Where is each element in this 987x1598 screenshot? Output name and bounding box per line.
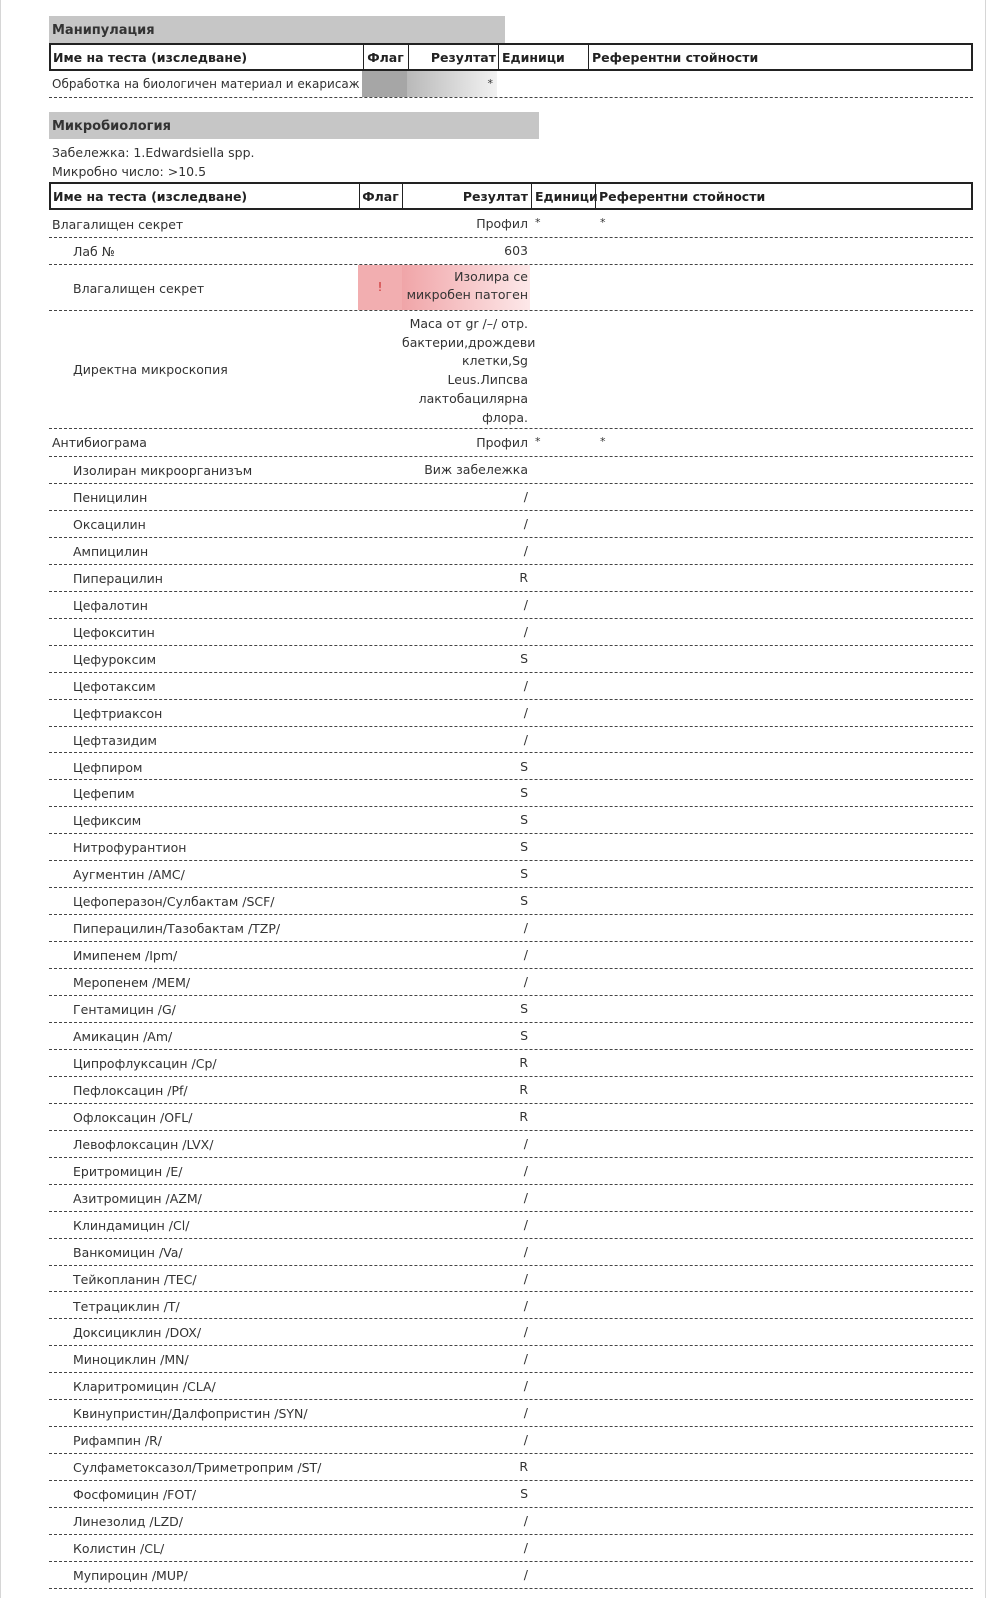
antibiotic-result: / [523,1270,528,1286]
table-row-antibiotic [49,1185,973,1212]
antibiotic-result: S [520,1486,528,1502]
header-test-name: Име на теста (изследване) [53,50,248,65]
antibiotic-result: / [523,515,528,531]
table-row-antibiotic [49,1104,973,1131]
result-line: бактерии,дрождеви [402,334,536,350]
section-title-manipulation: Манипулация [49,16,505,43]
antibiotic-result: / [523,542,528,558]
antibiotic-result: / [523,1297,528,1313]
test-name: Влагалищен секрет [52,217,184,232]
antibiotic-name: Цефпиром [73,759,143,775]
table-row-antibiotic [49,780,973,807]
table-row-profile [49,210,973,238]
antibiotic-name: Левофлоксацин /LVX/ [73,1136,214,1152]
antibiotic-name: Меропенем /MEM/ [73,975,191,991]
antibiotic-name: Имипенем /Ipm/ [73,948,178,964]
antibiotic-result: R [519,1459,528,1475]
antibiotic-result: S [520,758,528,774]
result-line: флора. [482,409,528,425]
table-row-antibiotic [49,1400,973,1427]
antibiotic-result: S [520,785,528,801]
antibiotic-result: / [523,489,528,504]
units-value: * [535,216,541,229]
antibiotic-result: / [523,704,528,720]
antibiotic-name: Линезолид /LZD/ [73,1514,183,1530]
antibiotic-name: Мупироцин /MUP/ [73,1568,188,1583]
antibiotic-result: S [520,650,528,666]
test-name: Антибиограма [52,435,147,450]
antibiotic-name: Пефлоксацин /Pf/ [73,1082,188,1098]
antibiotic-name: Кларитромицин /CLA/ [73,1379,216,1395]
header-reference: Референтни стойности [599,189,766,204]
antibiotic-result: R [519,1054,528,1070]
antibiotic-name: Цефокситин [73,624,155,640]
table-row-antibiotic [49,915,973,942]
header-test-name: Име на теста (изследване) [53,189,248,204]
antibiotic-result: S [520,839,528,855]
table-row-antibiotic [49,1023,973,1050]
antibiotic-name: Гентамицин /G/ [73,1002,176,1018]
flag-cell-shaded [362,71,407,97]
result-line: Маса от gr /–/ отр. [409,316,528,331]
antibiotic-result: / [523,596,528,612]
antibiotic-name: Цефепим [73,786,135,802]
antibiotic-name: Пеницилин [73,490,148,505]
antibiotic-result: / [523,1162,528,1178]
antibiotic-result: S [520,1001,528,1017]
antibiotic-name: Тетрациклин /T/ [73,1298,180,1314]
antibiotic-result: / [523,1378,528,1394]
table-row-antibiotic [49,834,973,861]
test-name: Изолиран микроорганизъм [73,463,253,478]
test-name: Влагалищен секрет [73,281,205,296]
antibiotic-name: Фосфомицин /FOT/ [73,1487,197,1503]
table-row-lab-number [49,238,973,265]
result-value: Профил [476,216,528,231]
antibiotic-result: S [520,812,528,828]
header-flag: Флаг [367,50,404,65]
table-row-manipulation [49,71,973,98]
reference-value: * [600,435,606,448]
antibiotic-name: Азитромицин /AZM/ [73,1190,202,1206]
antibiotic-name: Квинупристин/Далфопристин /SYN/ [73,1406,308,1422]
antibiotic-result: / [523,1513,528,1529]
test-name: Лаб № [73,244,115,259]
antibiotic-name: Цефалотин [73,597,148,613]
header-flag: Флаг [362,189,399,204]
table-row-antibiotic [49,1319,973,1346]
table-row-antibiotic [49,1131,973,1158]
antibiotic-result: / [523,1135,528,1151]
table-row-antibiotic [49,888,973,915]
header-result: Резултат [462,189,528,204]
result-line: микробен патоген [406,287,528,302]
table-row-antibiotic [49,484,973,511]
table-row-antibiotic [49,1427,973,1454]
antibiotic-result: / [523,623,528,639]
antibiotic-result: S [520,1028,528,1043]
antibiotic-name: Цефуроксим [73,651,157,667]
antibiotic-result: / [523,920,528,936]
table-row-antibiotic [49,1508,973,1535]
antibiotic-result: / [523,1216,528,1232]
table-row-antibiotic [49,619,973,646]
microbial-count-line: Микробно число: >10.5 [52,164,207,179]
result-line: клетки,Sg [461,353,528,369]
antibiotic-result: / [523,1540,528,1556]
antibiotic-name: Ампицилин [73,543,149,559]
table-row-antibiotic [49,1077,973,1104]
table-row-antibiotic [49,1050,973,1077]
section-title-microbiology: Микробиология [49,112,539,139]
antibiotic-result: / [523,1432,528,1448]
microbiology-table-header [49,182,973,210]
table-row-antibiotic [49,996,973,1023]
antibiotic-name: Ванкомицин /Va/ [73,1244,183,1260]
result-value: 603 [504,243,528,258]
antibiotic-name: Колистин /CL/ [73,1541,165,1557]
table-row-antibiotic [49,1266,973,1293]
table-row-antibiotic [49,511,973,538]
table-row-antibiotic [49,969,973,996]
table-row-antibiotic [49,807,973,834]
antibiotic-name: Нитрофурантион [73,840,187,856]
antibiotic-name: Ципрофлуксацин /Cp/ [73,1055,217,1071]
antibiotic-result: R [519,1081,528,1097]
antibiotic-name: Цефиксим [73,813,142,829]
antibiotic-result: / [523,1567,528,1582]
header-units: Единици [535,189,598,204]
antibiotic-name: Еритромицин /E/ [73,1163,183,1179]
table-row-antibiotic [49,673,973,700]
table-row-antibiotic [49,861,973,888]
antibiotic-name: Цефтриаксон [73,705,163,721]
test-name: Обработка на биологичен материал и екарисаж [52,77,360,91]
result-value: * [487,77,493,90]
table-row-antibiotic [49,592,973,619]
table-row-antibiotic [49,1373,973,1400]
antibiotic-result: S [520,866,528,882]
table-row-antibiotic [49,538,973,565]
table-row-antibiotic [49,1212,973,1239]
table-row-isolated-organism [49,457,973,484]
cut-off-header-line [178,0,538,4]
antibiotic-name: Амикацин /Am/ [73,1029,173,1044]
antibiotic-result: / [523,1324,528,1340]
antibiotic-name: Пиперацилин/Тазобактам /TZP/ [73,921,281,937]
antibiotic-name: Пиперацилин [73,570,163,586]
table-row-antibiotic [49,646,973,673]
antibiotic-name: Цефотаксим [73,678,156,694]
flag-alert: ! [377,279,383,294]
antibiotic-result: R [519,1108,528,1124]
header-units: Единици [502,50,565,65]
antibiotic-name: Офлоксацин /OFL/ [73,1109,193,1125]
table-row-antibiotic [49,1481,973,1508]
table-row-antibiotic [49,1454,973,1481]
antibiotic-name: Сулфаметоксазол/Триметроприм /ST/ [73,1460,322,1476]
antibiotic-result: / [523,731,528,747]
table-row-antibiotic [49,1562,973,1589]
antibiotic-name: Рифампин /R/ [73,1433,162,1449]
result-value: Виж забележка [424,462,528,477]
antibiotic-result: / [523,947,528,963]
note-line: Забележка: 1.Edwardsiella spp. [52,145,255,160]
antibiotic-name: Тейкопланин /TEC/ [73,1271,197,1287]
antibiotic-name: Оксацилин [73,516,146,532]
table-row-antibiotic [49,700,973,727]
header-reference: Референтни стойности [592,50,759,65]
reference-value: * [600,216,606,229]
antibiotic-name: Клиндамицин /Cl/ [73,1217,190,1233]
table-row-microscopy [49,311,973,429]
header-result: Резултат [430,50,496,65]
table-row-antibiotic [49,727,973,754]
result-line: лактобацилярна [418,390,528,406]
test-name: Директна микроскопия [73,362,228,377]
result-value: Профил [476,435,528,450]
result-line: Leus.Липсва [447,372,528,388]
antibiotic-name: Аугментин /AMC/ [73,867,185,883]
antibiotic-result: / [523,974,528,990]
antibiotic-result: / [523,1189,528,1205]
antibiotic-result: / [523,677,528,693]
table-row-antibiotic [49,942,973,969]
table-row-antibiotic [49,1535,973,1562]
antibiotic-name: Цефтазидим [73,732,157,748]
units-value: * [535,435,541,448]
result-line: Изолира се [454,269,528,284]
antibiotic-name: Миноциклин /MN/ [73,1352,189,1368]
table-row-secretion-flagged [49,265,973,311]
table-row-antibiogram-profile [49,429,973,457]
antibiotic-result: / [523,1243,528,1259]
antibiotic-result: S [520,893,528,909]
antibiotic-name: Цефоперазон/Сулбактам /SCF/ [73,894,275,910]
antibiotic-result: / [523,1351,528,1367]
antibiotic-result: / [523,1405,528,1421]
table-row-antibiotic [49,565,973,592]
antibiotic-result: R [519,569,528,585]
table-row-antibiotic [49,1239,973,1266]
table-row-antibiotic [49,1346,973,1373]
table-row-antibiotic [49,1158,973,1185]
table-row-antibiotic [49,754,973,781]
manipulation-table-header [49,43,973,71]
antibiotic-name: Доксициклин /DOX/ [73,1325,202,1341]
table-row-antibiotic [49,1293,973,1320]
